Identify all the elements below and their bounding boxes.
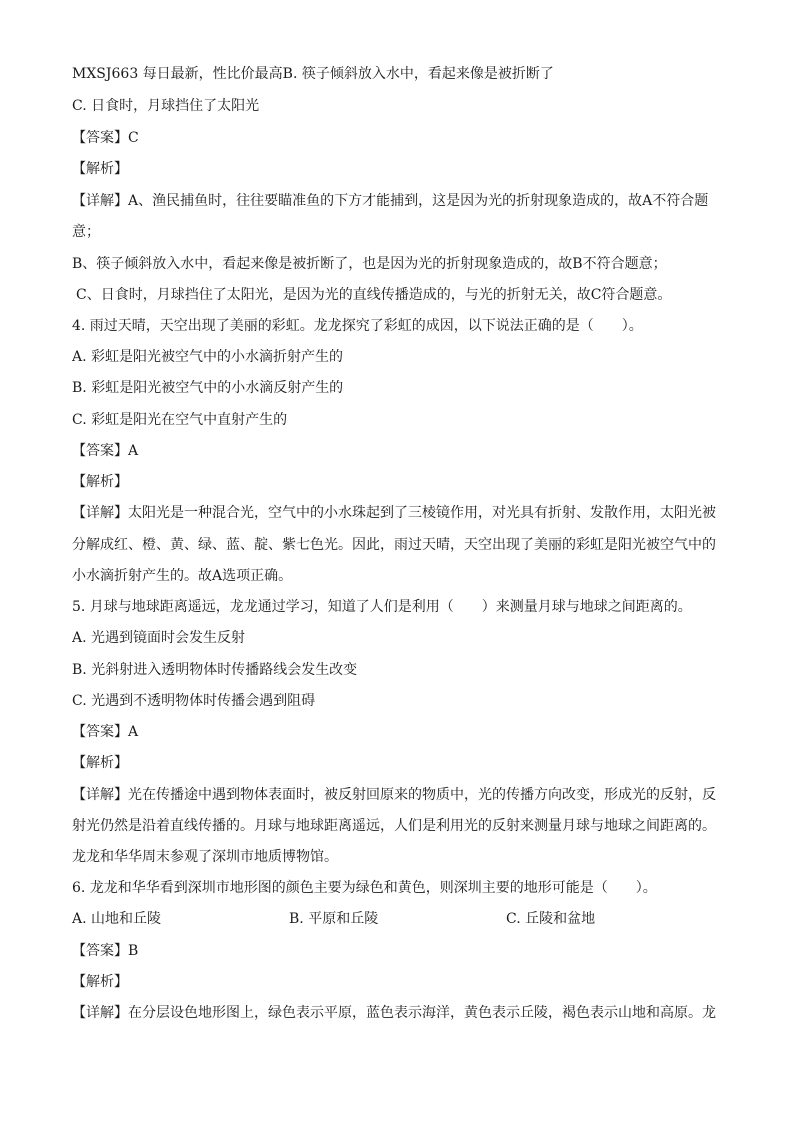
explanation-text: 小水滴折射产生的。故A选项正确。 bbox=[72, 568, 293, 584]
analysis-label: 【解析】 bbox=[72, 974, 128, 990]
option-a: A. 光遇到镜面时会发生反射 bbox=[72, 630, 246, 646]
analysis-label: 【解析】 bbox=[72, 161, 128, 177]
question-4: 4. 雨过天晴，天空出现了美丽的彩虹。龙龙探究了彩虹的成因，以下说法正确的是（ ）。 bbox=[72, 318, 643, 334]
option-c: C. 光遇到不透明物体时传播会遇到阻碍 bbox=[72, 693, 316, 709]
option-c: C. 彩虹是阳光在空气中直射产生的 bbox=[72, 412, 288, 428]
explanation-text: C、日食时，月球挡住了太阳光，是因为光的直线传播造成的，与光的折射无关，故C符合题意。 bbox=[76, 287, 672, 303]
question-6: 6. 龙龙和华华看到深圳市地形图的颜色主要为绿色和黄色，则深圳主要的地形可能是（ ）。 bbox=[72, 880, 657, 896]
question-6-options bbox=[72, 909, 722, 929]
question-5: 5. 月球与地球距离遥远，龙龙通过学习，知道了人们是利用（ ）来测量月球与地球之间距离的。 bbox=[72, 599, 692, 615]
option-a: A. 彩虹是阳光被空气中的小水滴折射产生的 bbox=[72, 349, 344, 365]
analysis-label: 【解析】 bbox=[72, 474, 128, 490]
text-line: MXSJ663 每日最新，性比价最高B. 筷子倾斜放入水中，看起来像是被折断了 bbox=[72, 66, 554, 82]
option-c: C. 丘陵和盆地 bbox=[506, 911, 596, 927]
explanation-text: 射光仍然是沿着直线传播的。月球与地球距离遥远，人们是利用光的反射来测量月球与地球之间距离的。 bbox=[72, 818, 716, 834]
explanation-text: 【详解】在分层设色地形图上，绿色表示平原，蓝色表示海洋，黄色表示丘陵，褐色表示山地和高原。龙 bbox=[72, 1005, 716, 1021]
explanation-text: 【详解】太阳光是一种混合光，空气中的小水珠起到了三棱镜作用，对光具有折射、发散作用，太阳光被 bbox=[72, 505, 716, 521]
analysis-label: 【解析】 bbox=[72, 755, 128, 771]
option-a: A. 山地和丘陵 bbox=[72, 911, 162, 927]
answer-label: 【答案】B bbox=[72, 943, 139, 959]
option-b: B. 彩虹是阳光被空气中的小水滴反射产生的 bbox=[72, 380, 344, 396]
answer-label: 【答案】A bbox=[72, 724, 139, 740]
explanation-text: 龙龙和华华周末参观了深圳市地质博物馆。 bbox=[72, 849, 338, 865]
explanation-text: 分解成红、橙、黄、绿、蓝、靛、紫七色光。因此，雨过天晴，天空出现了美丽的彩虹是阳光被空气中的 bbox=[72, 537, 716, 553]
answer-label: 【答案】C bbox=[72, 130, 139, 146]
answer-label: 【答案】A bbox=[72, 443, 139, 459]
option-c: C. 日食时，月球挡住了太阳光 bbox=[72, 98, 260, 114]
option-b: B. 光斜射进入透明物体时传播路线会发生改变 bbox=[72, 662, 358, 678]
explanation-text: 【详解】光在传播途中遇到物体表面时，被反射回原来的物质中，光的传播方向改变，形成光的反射，反 bbox=[72, 787, 716, 803]
explanation-text: 意； bbox=[72, 224, 100, 240]
explanation-text: B、筷子倾斜放入水中，看起来像是被折断了，也是因为光的折射现象造成的，故B不符合题意； bbox=[72, 256, 667, 272]
explanation-text: 【详解】A、渔民捕鱼时，往往要瞄准鱼的下方才能捕到，这是因为光的折射现象造成的，故A不符合题 bbox=[72, 193, 709, 209]
option-b: B. 平原和丘陵 bbox=[289, 911, 379, 927]
